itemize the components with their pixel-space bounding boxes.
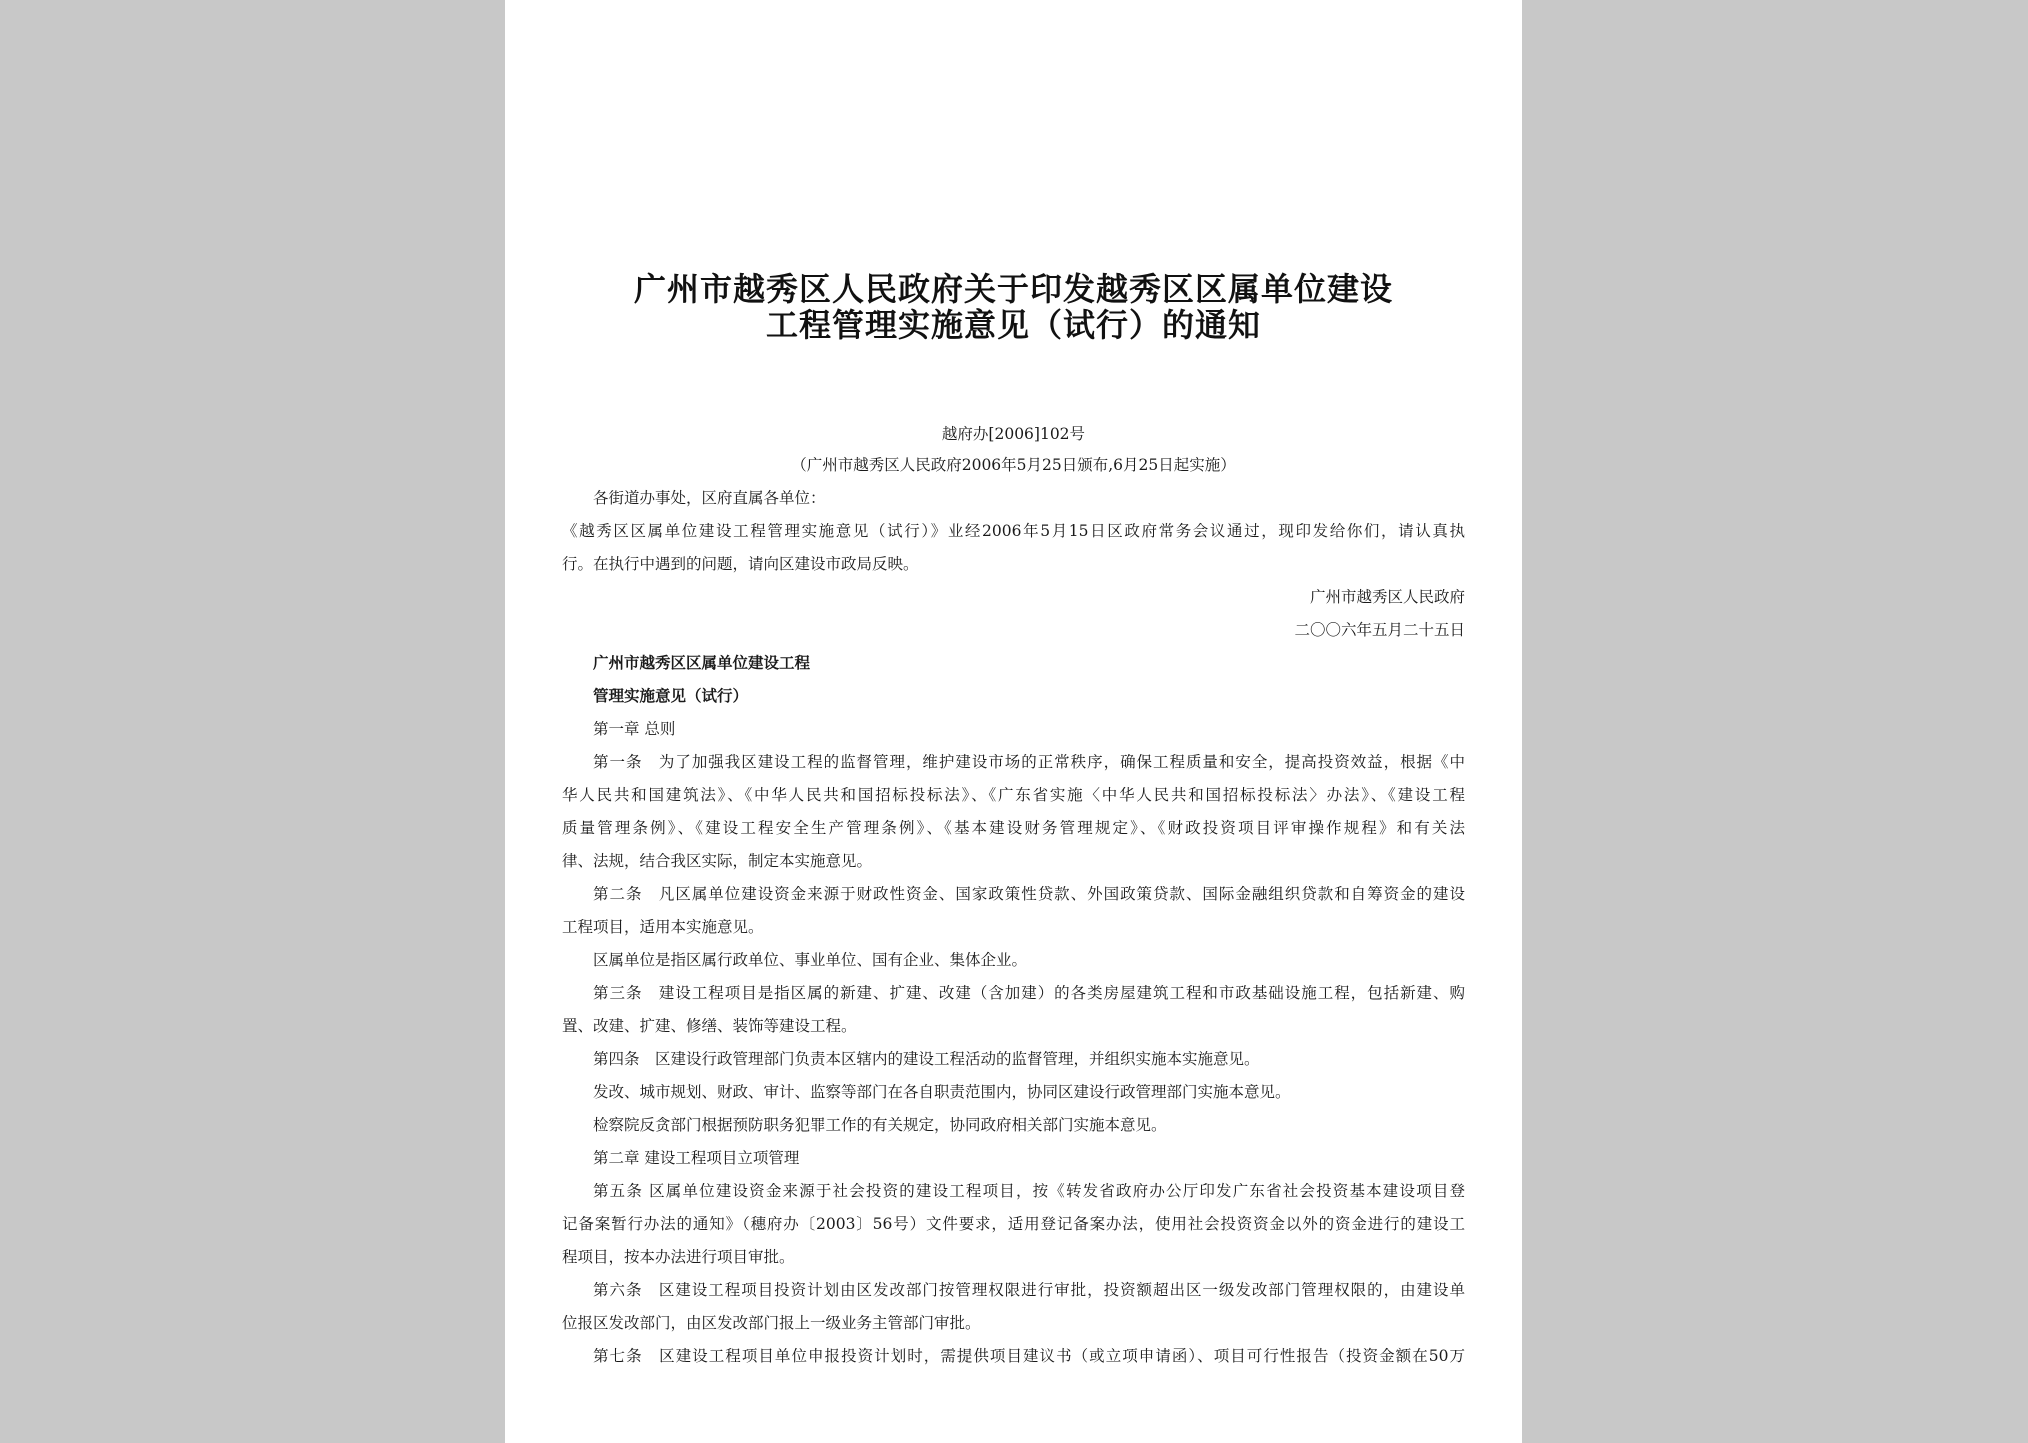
sub-title-line1: 广州市越秀区区属单位建设工程 [593, 654, 811, 672]
chapter-heading: 第一章 总则 [593, 720, 676, 738]
chapter-heading: 第二章 建设工程项目立项管理 [593, 1149, 800, 1167]
document-number: 越府办[2006]102号 [941, 425, 1086, 443]
article-line: 第五条 区属单位建设资金来源于社会投资的建设工程项目，按《转发省政府办公厅印发广东省社会投资基本建设项目登 [593, 1182, 1465, 1200]
document-page [505, 0, 1522, 1443]
body-paragraph-line: 《越秀区区属单位建设工程管理实施意见（试行）》业经2006年5月15日区政府常务会议通过，现印发给你们，请认真执 [562, 522, 1465, 540]
article-line: 记备案暂行办法的通知》（穗府办〔2003〕56号）文件要求，适用登记备案办法，使用社会投资资金以外的资金进行的建设工 [562, 1215, 1465, 1233]
article-line: 第二条 凡区属单位建设资金来源于财政性资金、国家政策性贷款、外国政策贷款、国际金融组织贷款和自筹资金的建设 [593, 885, 1465, 903]
sub-title-line2: 管理实施意见（试行） [593, 687, 749, 705]
article-line: 检察院反贪部门根据预防职务犯罪工作的有关规定，协同政府相关部门实施本意见。 [593, 1116, 1167, 1134]
document-title-line1: 广州市越秀区人民政府关于印发越秀区区属单位建设 [633, 270, 1393, 308]
article-line: 华人民共和国建筑法》、《中华人民共和国招标投标法》、《广东省实施〈中华人民共和国招标投标法〉办法》、《建设工程 [562, 786, 1465, 804]
article-line: 置、改建、扩建、修缮、装饰等建设工程。 [562, 1017, 857, 1035]
article-line: 第四条 区建设行政管理部门负责本区辖内的建设工程活动的监督管理，并组织实施本实施意见。 [593, 1050, 1260, 1068]
article-line: 发改、城市规划、财政、审计、监察等部门在各自职责范围内，协同区建设行政管理部门实施本意见。 [593, 1083, 1291, 1101]
body-paragraph-line: 行。在执行中遇到的问题，请向区建设市政局反映。 [562, 555, 919, 573]
article-line: 律、法规，结合我区实际，制定本实施意见。 [562, 852, 873, 870]
article-line: 第六条 区建设工程项目投资计划由区发改部门按管理权限进行审批，投资额超出区一级发改部门管理权限的，由建设单 [593, 1281, 1465, 1299]
issued-note: （广州市越秀区人民政府2006年5月25日颁布,6月25日起实施） [791, 456, 1236, 474]
article-line: 程项目，按本办法进行项目审批。 [562, 1248, 795, 1266]
signature-org: 广州市越秀区人民政府 [1309, 588, 1465, 606]
article-line: 第三条 建设工程项目是指区属的新建、扩建、改建（含加建）的各类房屋建筑工程和市政基础设施工程，包括新建、购 [593, 984, 1465, 1002]
signature-date: 二〇〇六年五月二十五日 [1294, 621, 1465, 639]
article-line: 第一条 为了加强我区建设工程的监督管理，维护建设市场的正常秩序，确保工程质量和安全，提高投资效益，根据《中 [593, 753, 1465, 771]
salutation: 各街道办事处，区府直属各单位： [593, 489, 826, 507]
article-line: 区属单位是指区属行政单位、事业单位、国有企业、集体企业。 [593, 951, 1028, 969]
article-line: 第七条 区建设工程项目单位申报投资计划时，需提供项目建议书（或立项申请函）、项目可行性报告（投资金额在50万 [593, 1347, 1465, 1365]
article-line: 工程项目，适用本实施意见。 [562, 918, 764, 936]
document-title-line2: 工程管理实施意见（试行）的通知 [765, 306, 1261, 344]
article-line: 位报区发改部门，由区发改部门报上一级业务主管部门审批。 [562, 1314, 981, 1332]
article-line: 质量管理条例》、《建设工程安全生产管理条例》、《基本建设财务管理规定》、《财政投资项目评审操作规程》和有关法 [562, 819, 1465, 837]
